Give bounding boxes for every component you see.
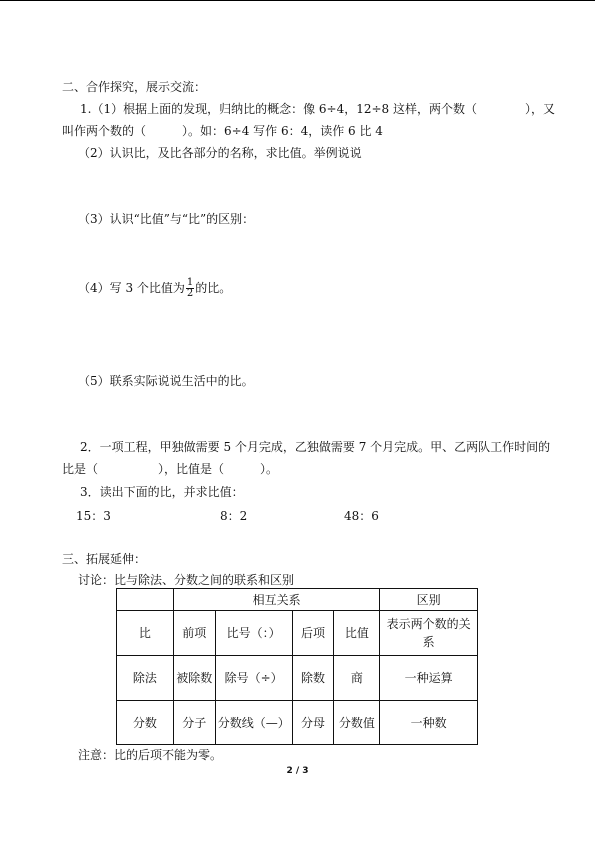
row-label: 分数 <box>117 701 174 745</box>
section3-heading: 三、拓展延伸： <box>62 552 147 566</box>
q3-prompt: 3．读出下面的比，并求比值： <box>80 485 244 499</box>
q1-part2: （2）认识比，及比各部分的名称，求比值。举例说说 <box>78 146 362 160</box>
q2-line1: 2．一项工程，甲独做需要 5 个月完成，乙独做需要 7 个月完成。甲、乙两队工作时间的 <box>80 440 551 454</box>
table-cell: 分数线（—） <box>215 701 292 745</box>
q2-line2: 比是（ ），比值是（ ）。 <box>62 462 279 476</box>
table-cell: 除号（÷） <box>215 656 292 701</box>
top-border-line <box>0 0 595 1</box>
q1-part4 <box>78 278 231 299</box>
table-row <box>117 611 478 656</box>
fraction-numerator: 1 <box>186 277 194 288</box>
table-cell: 分子 <box>173 701 215 745</box>
row-label: 比 <box>117 611 174 656</box>
ratio-item-2: 8：2 <box>220 509 248 523</box>
table-cell: 比号（：） <box>215 611 292 656</box>
table-row <box>117 701 478 745</box>
q1-part4-suffix: 的比。 <box>195 281 232 295</box>
q1-part3: （3）认识“比值”与“比”的区别： <box>78 212 255 226</box>
table-cell: 前项 <box>173 611 215 656</box>
table-cell: 除数 <box>292 656 334 701</box>
table-corner-cell <box>117 589 174 611</box>
difference-cell: 一种数 <box>380 701 478 745</box>
table-header-row <box>117 589 478 611</box>
table-cell: 分数值 <box>334 701 380 745</box>
row-label: 除法 <box>117 656 174 701</box>
header-relation: 相互关系 <box>173 589 380 611</box>
table-cell: 分母 <box>292 701 334 745</box>
q1-line1: 1.（1）根据上面的发现，归纳比的概念：像 6÷4，12÷8 这样，两个数（ ），又 <box>80 102 555 116</box>
table-cell: 被除数 <box>173 656 215 701</box>
difference-cell: 一种运算 <box>380 656 478 701</box>
note-text: 注意：比的后项不能为零。 <box>78 748 223 762</box>
header-difference: 区别 <box>380 589 478 611</box>
table-cell: 商 <box>334 656 380 701</box>
comparison-table <box>116 588 478 745</box>
q1-part5: （5）联系实际说说生活中的比。 <box>78 374 254 388</box>
q1-line2: 叫作两个数的（ ）。如：6÷4 写作 6：4，读作 6 比 4 <box>62 124 383 138</box>
difference-cell: 表示两个数的关系 <box>380 611 478 656</box>
q1-part4-prefix: （4）写 3 个比值为 <box>78 281 185 295</box>
ratio-item-3: 48：6 <box>344 509 379 523</box>
section2-heading: 二、合作探究，展示交流： <box>62 80 207 94</box>
table-cell: 比值 <box>334 611 380 656</box>
table-row <box>117 656 478 701</box>
table-cell: 后项 <box>292 611 334 656</box>
discussion-prompt: 讨论：比与除法、分数之间的联系和区别 <box>78 573 295 587</box>
one-half-fraction <box>186 278 194 299</box>
page-number: 2 / 3 <box>286 766 309 776</box>
ratio-item-1: 15：3 <box>76 509 111 523</box>
fraction-denominator: 2 <box>186 288 194 299</box>
